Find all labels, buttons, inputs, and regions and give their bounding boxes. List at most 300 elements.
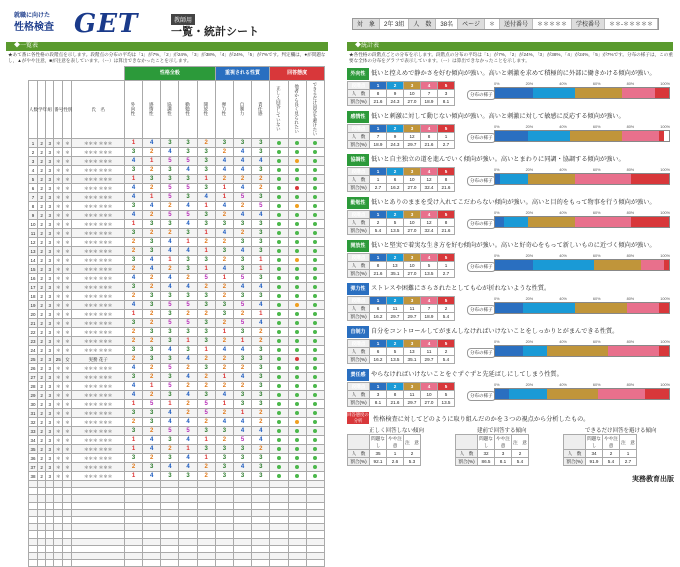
column-header-label: 他者から良く見られたい xyxy=(294,83,300,134)
judgement-dot xyxy=(313,312,317,316)
table-cell: ＊＊＊ ＊＊＊ xyxy=(72,238,125,247)
judgement-dot xyxy=(295,393,299,397)
table-cell xyxy=(197,502,215,509)
table-cell xyxy=(179,355,197,364)
bar-segment xyxy=(659,346,668,356)
table-row xyxy=(29,265,325,274)
table-cell xyxy=(124,552,142,559)
table-cell: 3 xyxy=(46,283,54,292)
score-value: 2 xyxy=(222,149,227,155)
stat-pct: 13.5 xyxy=(438,399,455,407)
score-value: 1 xyxy=(204,203,208,209)
judgement-dot xyxy=(313,375,317,379)
table-cell xyxy=(233,488,251,495)
judgement-dot xyxy=(277,402,281,406)
score-value: 5 xyxy=(186,212,190,218)
table-cell xyxy=(179,283,197,292)
table-cell xyxy=(197,310,215,319)
attitude-count: 32 xyxy=(478,450,495,458)
table-cell xyxy=(233,538,251,545)
score-value: 1 xyxy=(150,194,154,200)
table-cell: 2 xyxy=(38,409,46,418)
table-cell xyxy=(306,364,324,373)
attitude-pct: 86.5 xyxy=(478,458,495,466)
table-cell xyxy=(161,488,179,495)
table-row xyxy=(29,337,325,346)
axis-tick: 80% xyxy=(626,340,635,344)
stat-count-row xyxy=(348,219,455,227)
table-cell xyxy=(252,463,270,472)
stacked-bar xyxy=(494,87,670,99)
score-value: 3 xyxy=(186,266,190,272)
table-cell xyxy=(197,184,215,193)
table-cell xyxy=(161,139,179,148)
score-value: 3 xyxy=(131,347,136,353)
stat-level: 4 xyxy=(421,168,438,176)
table-cell: ＊ xyxy=(63,211,72,220)
table-cell: 2 xyxy=(38,445,46,454)
table-cell xyxy=(29,502,38,509)
table-cell xyxy=(143,157,161,166)
column-header-label: 感情性 xyxy=(149,101,155,116)
stat-pct: 16.2 xyxy=(370,356,387,364)
table-row xyxy=(29,193,325,202)
judgement-dot xyxy=(295,330,299,334)
score-value: 2 xyxy=(222,212,227,218)
score-value: 3 xyxy=(131,320,136,326)
table-cell xyxy=(270,346,288,355)
stat-count: 5 xyxy=(438,391,455,399)
table-cell: ＊＊＊ ＊＊＊ xyxy=(72,409,125,418)
dist-label: 分布の様子 xyxy=(467,391,496,401)
stat-axis xyxy=(494,125,670,129)
table-cell xyxy=(143,328,161,337)
stat-count: 9 xyxy=(387,90,404,98)
table-cell xyxy=(179,531,197,538)
table-cell xyxy=(179,346,197,355)
table-cell xyxy=(179,502,197,509)
table-cell: 3 xyxy=(46,472,54,481)
stat-description: 低いと堅実で着実な生き方を好む傾向が強い。高いと好奇心をもって新しいものに近づく傾向が強い。 xyxy=(371,242,656,249)
table-cell: ＊ xyxy=(63,139,72,148)
score-value: 3 xyxy=(150,221,154,227)
score-value: 1 xyxy=(186,338,190,344)
table-cell: ＊＊＊ ＊＊＊ xyxy=(72,139,125,148)
table-cell: 2 xyxy=(38,391,46,400)
score-value: 2 xyxy=(131,464,136,470)
table-cell xyxy=(29,560,38,567)
score-value: 3 xyxy=(259,239,263,245)
table-cell: ＊＊＊ ＊＊＊ xyxy=(72,364,125,373)
stat-mini-table xyxy=(347,210,455,235)
table-cell: ＊＊＊ ＊＊＊ xyxy=(72,175,125,184)
score-value: 1 xyxy=(222,275,227,281)
table-row xyxy=(29,139,325,148)
judgement-dot xyxy=(277,168,281,172)
table-cell: ＊ xyxy=(63,391,72,400)
table-cell xyxy=(233,427,251,436)
table-cell: 3 xyxy=(46,139,54,148)
table-cell xyxy=(63,560,72,567)
table-cell xyxy=(179,256,197,265)
table-cell: ＊＊＊ ＊＊＊ xyxy=(72,436,125,445)
stat-count: 3 xyxy=(438,90,455,98)
stat-description: 低いと刺激に対して動じない傾向が強い。高いと刺激に対して敏感に反応する傾向が強い。 xyxy=(371,113,625,120)
table-cell xyxy=(197,463,215,472)
table-cell xyxy=(29,488,38,495)
stat-level-label: 段階点 xyxy=(348,254,370,262)
stat-count: 11 xyxy=(404,305,421,313)
table-cell xyxy=(143,256,161,265)
stat-level: 5 xyxy=(438,125,455,133)
table-cell xyxy=(161,495,179,502)
table-cell xyxy=(288,265,306,274)
table-cell xyxy=(252,256,270,265)
column-header-label: 勤勉性 xyxy=(185,101,191,116)
table-cell xyxy=(161,427,179,436)
stat-count: 6 xyxy=(370,305,387,313)
score-value: 1 xyxy=(168,401,172,407)
empty-row xyxy=(29,524,325,531)
judgement-dot xyxy=(277,213,281,217)
score-value: 4 xyxy=(240,374,245,380)
score-value: 2 xyxy=(259,338,263,344)
score-value: 3 xyxy=(204,428,208,434)
table-cell xyxy=(161,220,179,229)
score-value: 4 xyxy=(186,284,190,290)
bar-segment xyxy=(547,346,608,356)
stat-pct: 16.2 xyxy=(370,313,387,321)
table-cell: 10 xyxy=(29,220,38,229)
table-cell xyxy=(143,166,161,175)
table-cell xyxy=(197,373,215,382)
stat-count: 7 xyxy=(421,305,438,313)
table-cell xyxy=(252,373,270,382)
table-cell: 3 xyxy=(46,427,54,436)
table-cell xyxy=(179,436,197,445)
table-cell: ＊ xyxy=(63,301,72,310)
score-value: 3 xyxy=(168,167,172,173)
attitude-blank xyxy=(564,435,586,450)
attitude-head: 注 意 xyxy=(512,435,529,450)
score-value: 2 xyxy=(222,365,227,371)
score-value: 1 xyxy=(204,176,208,182)
table-cell: ＊＊＊ ＊＊＊ xyxy=(72,292,125,301)
table-cell: 3 xyxy=(46,274,54,283)
stat-count: 10 xyxy=(404,219,421,227)
attitude-head: 注 意 xyxy=(404,435,421,450)
table-cell xyxy=(233,355,251,364)
table-cell: 2 xyxy=(38,148,46,157)
table-cell xyxy=(306,463,324,472)
score-value: 3 xyxy=(168,329,172,335)
bar-segment xyxy=(575,174,631,184)
table-cell: 3 xyxy=(46,220,54,229)
table-cell xyxy=(197,409,215,418)
score-value: 2 xyxy=(240,311,245,317)
judgement-dot xyxy=(295,204,299,208)
column-header xyxy=(63,81,72,139)
table-cell xyxy=(288,175,306,184)
table-cell xyxy=(38,524,46,531)
table-cell: ＊＊＊ ＊＊＊ xyxy=(72,472,125,481)
table-cell xyxy=(215,545,233,552)
table-cell xyxy=(288,436,306,445)
stat-item xyxy=(347,111,671,154)
table-cell xyxy=(252,531,270,538)
bar-segment xyxy=(575,217,631,227)
table-cell xyxy=(179,409,197,418)
table-cell xyxy=(143,545,161,552)
score-value: 4 xyxy=(222,266,227,272)
table-cell: 3 xyxy=(46,409,54,418)
table-cell xyxy=(161,409,179,418)
score-value: 2 xyxy=(222,293,227,299)
score-value: 1 xyxy=(259,266,263,272)
table-cell xyxy=(143,531,161,538)
axis-tick: 0% xyxy=(494,82,500,86)
table-cell: 3 xyxy=(46,400,54,409)
table-cell xyxy=(29,552,38,559)
score-value: 3 xyxy=(259,248,263,254)
judgement-dot xyxy=(295,375,299,379)
table-cell xyxy=(143,481,161,488)
table-cell: 2 xyxy=(38,202,46,211)
score-value: 3 xyxy=(186,140,190,146)
score-value: 3 xyxy=(222,446,227,452)
score-value: 4 xyxy=(186,455,190,461)
score-value: 3 xyxy=(131,257,136,263)
judgement-dot xyxy=(277,204,281,208)
stat-pct: 21.6 xyxy=(438,184,455,192)
judgement-dot xyxy=(313,240,317,244)
table-cell xyxy=(179,148,197,157)
stat-level: 5 xyxy=(438,168,455,176)
score-value: 2 xyxy=(150,185,154,191)
attitude-count: 1 xyxy=(620,450,637,458)
table-cell xyxy=(215,488,233,495)
judgement-dot xyxy=(313,249,317,253)
score-value: 4 xyxy=(186,374,190,380)
table-cell: 2 xyxy=(38,436,46,445)
stat-level: 3 xyxy=(404,82,421,90)
attitude-table xyxy=(455,434,529,466)
table-cell: 3 xyxy=(46,211,54,220)
table-cell xyxy=(197,538,215,545)
stat-tag: 責任感 xyxy=(347,369,369,381)
table-cell xyxy=(252,524,270,531)
score-value: 4 xyxy=(204,194,208,200)
table-cell xyxy=(270,139,288,148)
score-value: 3 xyxy=(168,392,172,398)
table-cell: ＊ xyxy=(54,454,63,463)
judgement-dot xyxy=(313,420,317,424)
table-cell xyxy=(233,346,251,355)
table-cell xyxy=(215,538,233,545)
stat-count: 5 xyxy=(387,348,404,356)
table-cell xyxy=(215,157,233,166)
table-cell xyxy=(179,166,197,175)
judgement-dot xyxy=(313,303,317,307)
score-value: 2 xyxy=(131,356,136,362)
score-value: 3 xyxy=(204,338,208,344)
table-cell xyxy=(46,502,54,509)
empty-row xyxy=(29,531,325,538)
axis-tick: 80% xyxy=(626,211,635,215)
bar-segment xyxy=(645,389,668,399)
judgement-dot xyxy=(277,321,281,325)
stat-pct-row xyxy=(348,141,455,149)
table-row xyxy=(29,472,325,481)
axis-tick: 0% xyxy=(494,383,500,387)
table-cell: 2 xyxy=(38,220,46,229)
table-cell xyxy=(124,328,142,337)
judgement-dot xyxy=(277,357,281,361)
table-cell xyxy=(161,418,179,427)
score-value: 1 xyxy=(131,473,136,479)
column-header xyxy=(270,81,288,139)
table-cell xyxy=(288,238,306,247)
stacked-bar xyxy=(494,130,670,142)
judgement-dot xyxy=(277,177,281,181)
score-value: 3 xyxy=(259,149,263,155)
table-row xyxy=(29,382,325,391)
table-cell xyxy=(215,436,233,445)
table-cell xyxy=(29,509,38,516)
table-cell: 3 xyxy=(46,292,54,301)
table-cell xyxy=(179,538,197,545)
score-value: 3 xyxy=(240,401,245,407)
empty-row xyxy=(29,538,325,545)
stat-count: 5 xyxy=(421,262,438,270)
table-cell xyxy=(161,283,179,292)
stat-count: 10 xyxy=(421,391,438,399)
table-cell xyxy=(233,238,251,247)
table-cell xyxy=(270,310,288,319)
stat-axis xyxy=(494,254,670,258)
column-header-label: 正しく回答していない xyxy=(276,86,282,131)
score-value: 1 xyxy=(131,401,136,407)
score-value: 3 xyxy=(150,464,154,470)
table-cell xyxy=(179,319,197,328)
axis-tick: 20% xyxy=(525,211,534,215)
score-value: 4 xyxy=(186,167,190,173)
table-cell xyxy=(215,310,233,319)
table-cell xyxy=(179,545,197,552)
score-value: 1 xyxy=(240,338,245,344)
score-value: 2 xyxy=(131,419,136,425)
table-cell xyxy=(215,220,233,229)
table-cell: ＊ xyxy=(54,427,63,436)
score-value: 3 xyxy=(259,140,263,146)
table-cell xyxy=(63,495,72,502)
score-value: 4 xyxy=(259,284,263,290)
table-cell xyxy=(288,337,306,346)
table-cell: ＊ xyxy=(63,193,72,202)
bar-segment xyxy=(575,88,622,98)
axis-tick: 20% xyxy=(525,82,534,86)
table-cell xyxy=(288,148,306,157)
judgement-dot xyxy=(295,312,299,316)
bar-segment xyxy=(547,389,599,399)
bar-segment xyxy=(627,303,660,313)
dist-label: 分布の様子 xyxy=(467,348,496,358)
table-cell xyxy=(233,184,251,193)
table-cell xyxy=(161,502,179,509)
table-cell xyxy=(179,509,197,516)
stat-pct: 29.7 xyxy=(404,141,421,149)
stat-count: 13 xyxy=(387,262,404,270)
stat-pct: 18.9 xyxy=(421,313,438,321)
table-cell xyxy=(124,283,142,292)
judgement-dot xyxy=(313,159,317,163)
table-cell xyxy=(197,202,215,211)
stat-level: 4 xyxy=(421,211,438,219)
score-value: 1 xyxy=(150,383,154,389)
stat-level: 5 xyxy=(438,82,455,90)
score-value: 1 xyxy=(131,437,136,443)
table-cell xyxy=(46,495,54,502)
stat-level-label: 段階点 xyxy=(348,211,370,219)
axis-tick: 40% xyxy=(559,340,567,344)
table-cell xyxy=(306,545,324,552)
empty-row xyxy=(29,545,325,552)
judgement-dot xyxy=(277,195,281,199)
table-cell xyxy=(124,139,142,148)
table-cell xyxy=(124,373,142,382)
table-cell: 2 xyxy=(38,247,46,256)
table-row xyxy=(29,211,325,220)
score-value: 2 xyxy=(222,239,227,245)
table-cell xyxy=(161,292,179,301)
score-value: 3 xyxy=(240,239,245,245)
stat-level: 3 xyxy=(404,297,421,305)
stat-pct: 35.1 xyxy=(404,356,421,364)
score-value: 3 xyxy=(222,302,227,308)
table-cell xyxy=(288,355,306,364)
table-cell xyxy=(124,175,142,184)
score-value: 1 xyxy=(131,311,136,317)
table-cell xyxy=(143,560,161,567)
score-value: 4 xyxy=(259,158,263,164)
table-cell xyxy=(233,516,251,523)
table-cell: ＊ xyxy=(54,418,63,427)
stat-level-row xyxy=(348,254,455,262)
table-cell xyxy=(252,274,270,283)
table-cell: 3 xyxy=(46,364,54,373)
score-value: 5 xyxy=(186,320,190,326)
table-cell xyxy=(179,238,197,247)
score-value: 4 xyxy=(131,383,136,389)
stat-tag: 協調性 xyxy=(347,154,369,166)
bar-segment xyxy=(523,346,546,356)
score-value: 4 xyxy=(168,464,172,470)
table-row xyxy=(29,238,325,247)
score-value: 2 xyxy=(222,437,227,443)
table-cell xyxy=(215,472,233,481)
score-value: 3 xyxy=(150,293,154,299)
table-cell xyxy=(143,355,161,364)
stat-pct-row xyxy=(348,98,455,106)
judgement-dot xyxy=(277,222,281,226)
stat-level: 2 xyxy=(387,383,404,391)
table-cell xyxy=(288,256,306,265)
table-cell xyxy=(252,202,270,211)
table-cell: 3 xyxy=(46,391,54,400)
table-cell xyxy=(215,391,233,400)
judgement-dot xyxy=(277,249,281,253)
table-cell xyxy=(252,545,270,552)
